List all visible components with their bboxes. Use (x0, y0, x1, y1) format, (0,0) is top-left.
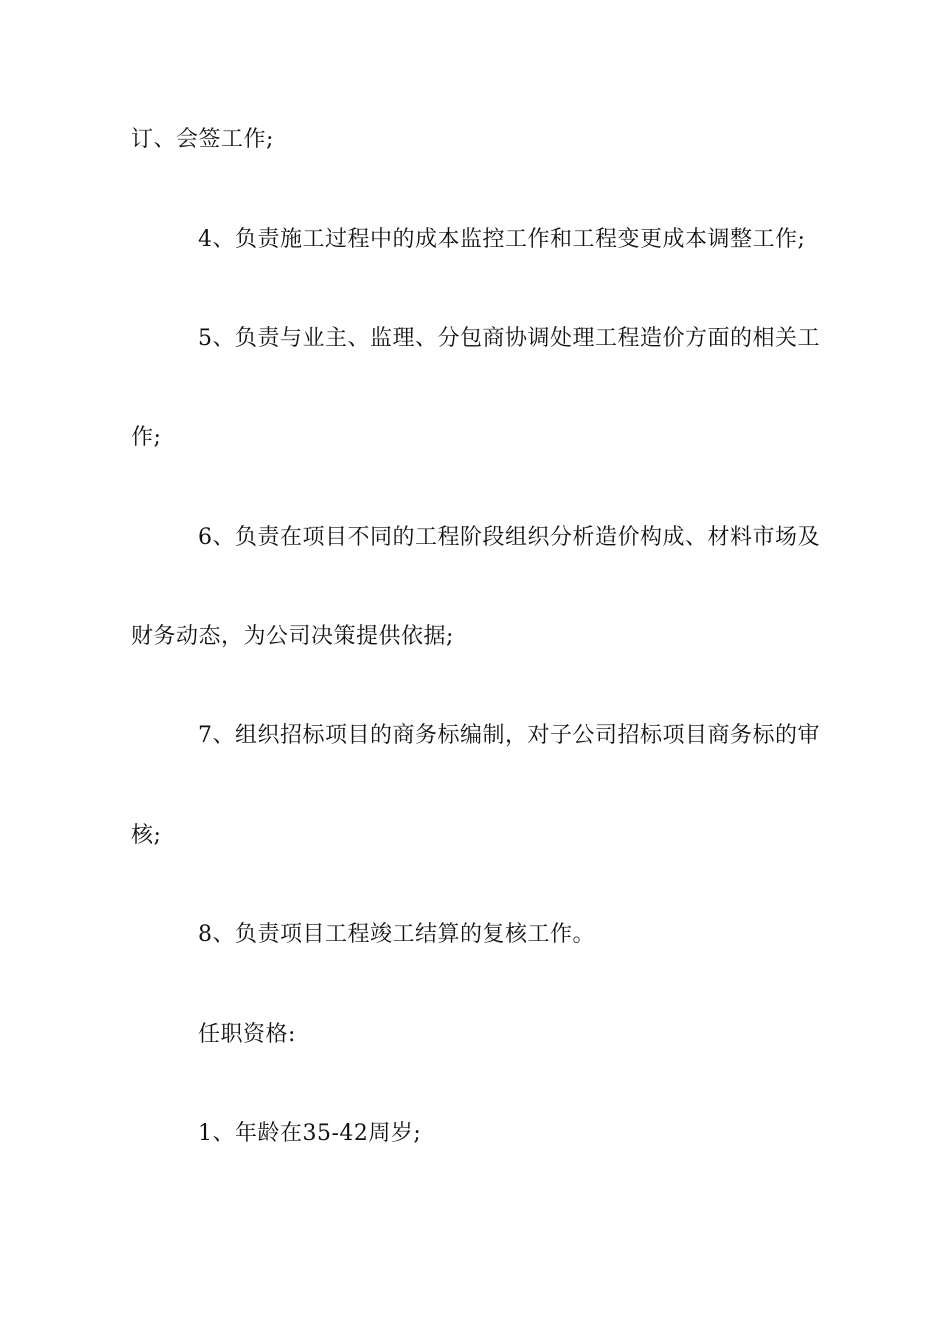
duty-item-6-continuation: 财务动态，为公司决策提供依据; (131, 624, 454, 649)
duty-item-4: 4、负责施工过程中的成本监控工作和工程变更成本调整工作; (198, 227, 806, 252)
section-heading-qualifications: 任职资格: (198, 1022, 296, 1047)
duty-item-6: 6、负责在项目不同的工程阶段组织分析造价构成、材料市场及 (198, 525, 820, 550)
duty-item-5-continuation: 作; (131, 425, 162, 450)
qualification-item-1: 1、年龄在35-42周岁; (198, 1121, 422, 1146)
duty-item-5: 5、负责与业主、监理、分包商协调处理工程造价方面的相关工 (198, 326, 820, 351)
duty-item-7: 7、组织招标项目的商务标编制，对子公司招标项目商务标的审 (198, 723, 820, 748)
duty-item-8: 8、负责项目工程竣工结算的复核工作。 (198, 922, 595, 947)
paragraph-continuation: 订、会签工作; (131, 127, 274, 152)
duty-item-7-continuation: 核; (131, 823, 162, 848)
